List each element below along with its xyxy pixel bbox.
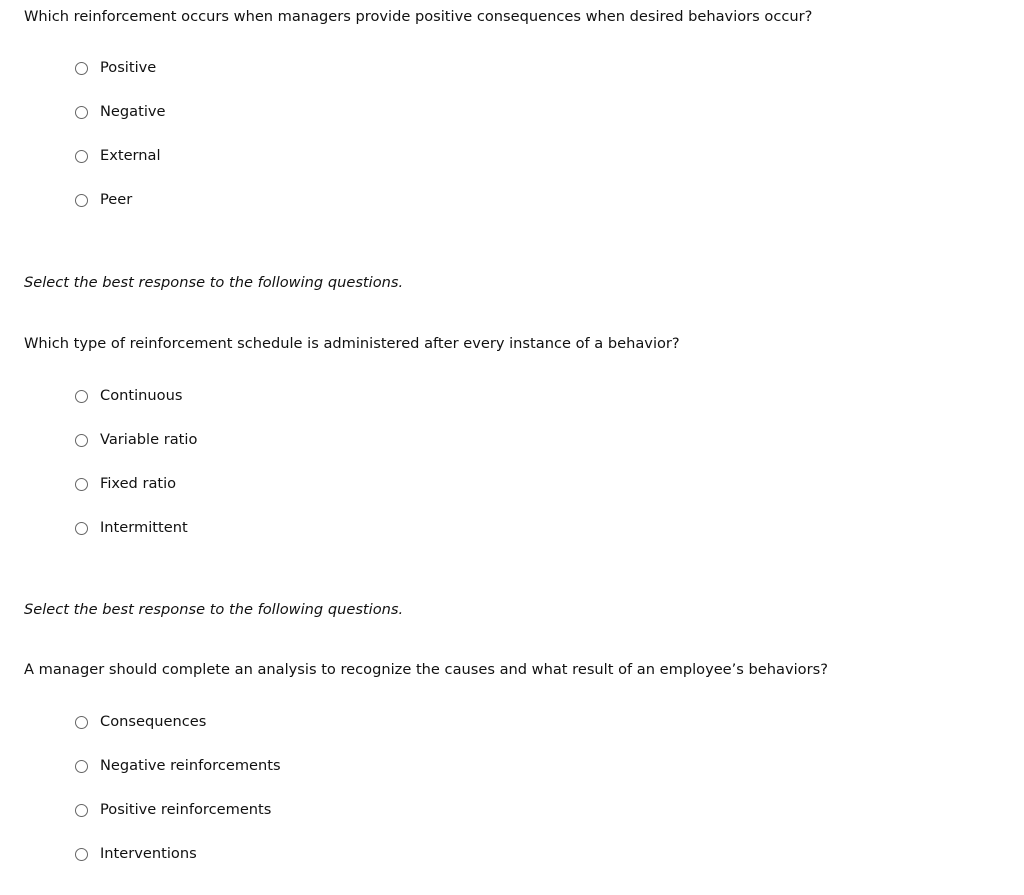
option-external[interactable] xyxy=(75,146,1024,166)
option-fixed-ratio[interactable] xyxy=(75,474,1024,494)
option-label: Interventions xyxy=(100,845,197,862)
option-negative-reinforcements[interactable] xyxy=(75,756,1024,776)
question-text: Which type of reinforcement schedule is administered after every instance of a behavior? xyxy=(24,335,680,352)
option-variable-ratio[interactable] xyxy=(75,430,1024,450)
question-3 xyxy=(24,600,1024,864)
radio-button[interactable] xyxy=(75,848,88,861)
question-2 xyxy=(24,273,1024,538)
radio-button[interactable] xyxy=(75,478,88,491)
option-label: Negative xyxy=(100,103,166,120)
option-label: Intermittent xyxy=(100,519,188,536)
option-continuous[interactable] xyxy=(75,386,1024,406)
radio-button[interactable] xyxy=(75,434,88,447)
option-label: Consequences xyxy=(100,713,207,730)
option-negative[interactable] xyxy=(75,102,1024,122)
radio-button[interactable] xyxy=(75,390,88,403)
radio-button[interactable] xyxy=(75,522,88,535)
radio-button[interactable] xyxy=(75,716,88,729)
radio-button[interactable] xyxy=(75,62,88,75)
option-label: Positive xyxy=(100,59,157,76)
radio-button[interactable] xyxy=(75,194,88,207)
option-positive[interactable] xyxy=(75,58,1024,78)
radio-button[interactable] xyxy=(75,804,88,817)
instruction-text: Select the best response to the following questions. xyxy=(24,601,404,618)
radio-button[interactable] xyxy=(75,150,88,163)
option-consequences[interactable] xyxy=(75,712,1024,732)
instruction-text: Select the best response to the following questions. xyxy=(24,274,404,291)
question-text: A manager should complete an analysis to recognize the causes and what result of an employee’s behaviors? xyxy=(24,661,828,678)
option-label: Positive reinforcements xyxy=(100,801,272,818)
option-label: Negative reinforcements xyxy=(100,757,281,774)
option-peer[interactable] xyxy=(75,190,1024,210)
answer-options xyxy=(75,58,1024,210)
option-label: Continuous xyxy=(100,387,183,404)
radio-button[interactable] xyxy=(75,106,88,119)
option-label: Peer xyxy=(100,191,133,208)
option-interventions[interactable] xyxy=(75,844,1024,864)
radio-button[interactable] xyxy=(75,760,88,773)
answer-options xyxy=(75,712,1024,864)
answer-options xyxy=(75,386,1024,538)
option-label: Fixed ratio xyxy=(100,475,177,492)
option-label: External xyxy=(100,147,161,164)
option-label: Variable ratio xyxy=(100,431,198,448)
question-1 xyxy=(24,7,1024,210)
question-text: Which reinforcement occurs when managers provide positive consequences when desired behaviors occur? xyxy=(24,8,813,25)
option-intermittent[interactable] xyxy=(75,518,1024,538)
option-positive-reinforcements[interactable] xyxy=(75,800,1024,820)
